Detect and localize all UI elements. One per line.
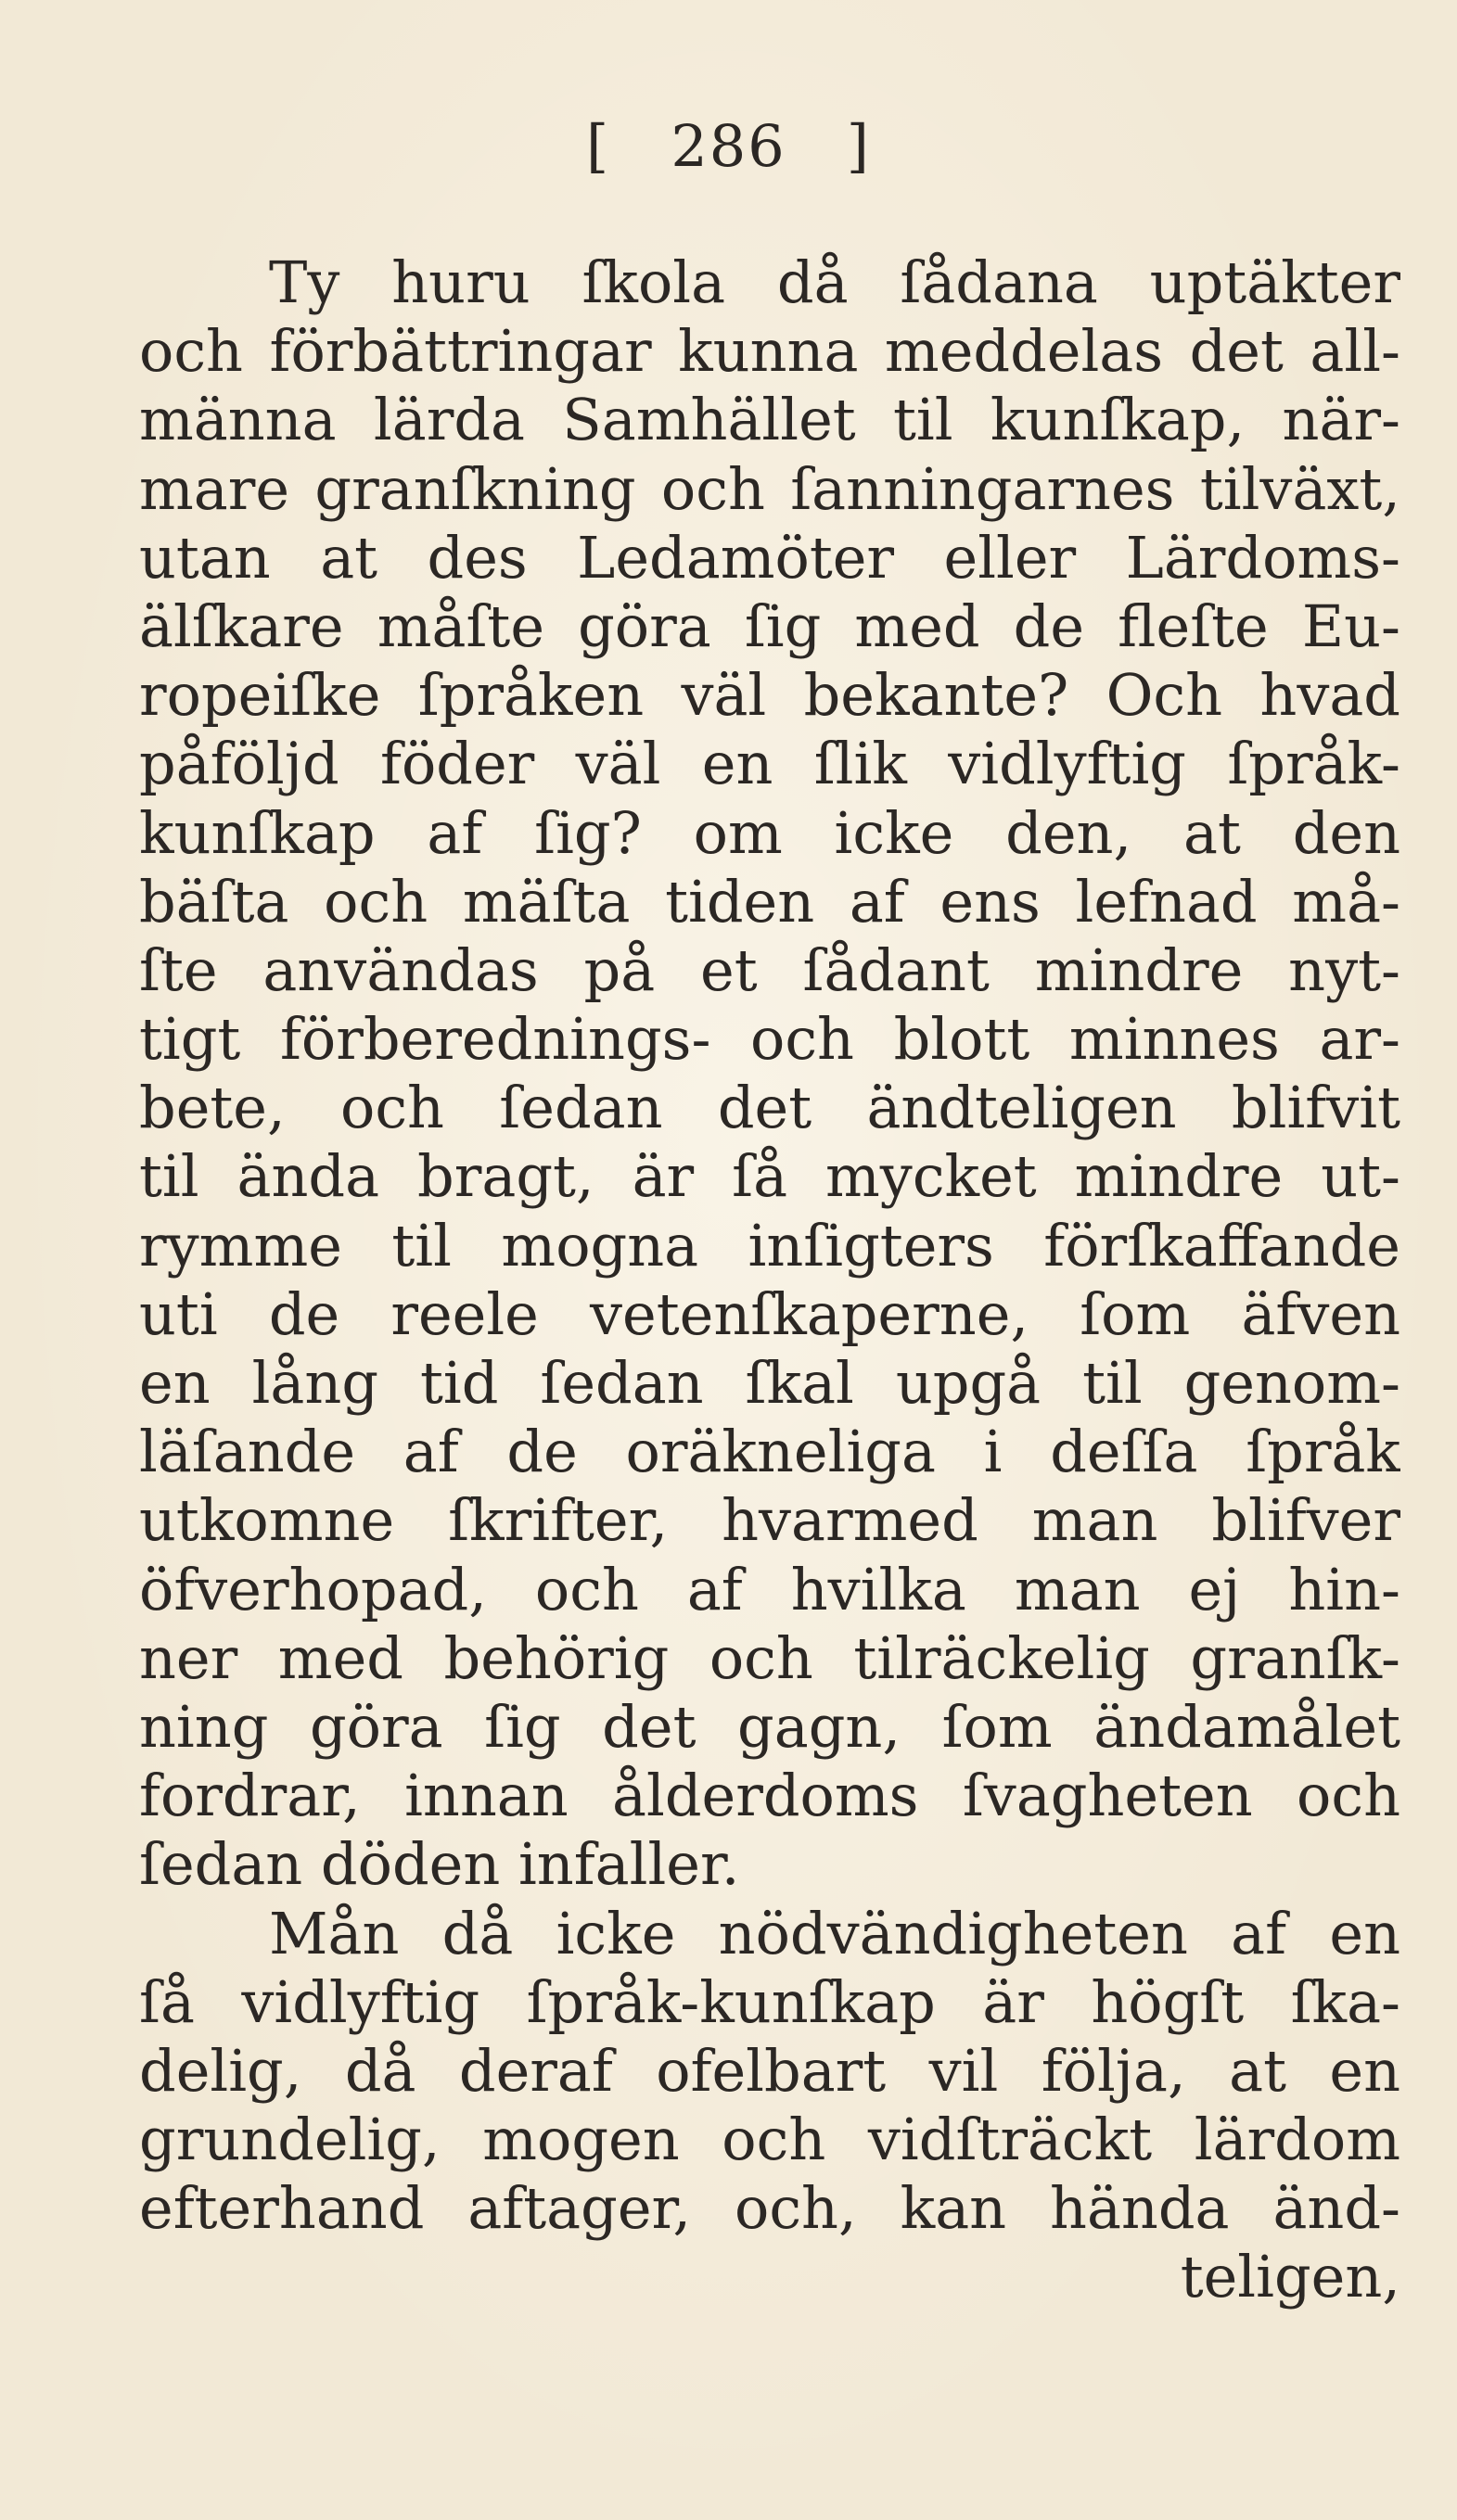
catchword: teligen, <box>1180 2243 1400 2311</box>
text-line: uti de reele vetenſkaperne, ſom äfven <box>139 1279 1400 1348</box>
text-line: ropeiſke ſpråken väl bekante? Och hvad <box>139 661 1400 730</box>
text-line: tigt förberednings- och blott minnes ar- <box>139 1005 1400 1074</box>
text-line: en lång tid ſedan ſkal upgå til genom- <box>139 1349 1400 1417</box>
text-line: ning göra ſig det gagn, ſom ändamålet <box>139 1692 1400 1761</box>
text-line: älſkare måſte göra ſig med de fleſte Eu- <box>139 592 1400 660</box>
text-line: och förbättringar kunna meddelas det all- <box>139 317 1400 386</box>
text-line: ſå vidlyftig ſpråk-kunſkap är högſt ſka- <box>139 1967 1400 2036</box>
text-line: kunſkap af ſig? om icke den, at den <box>139 798 1400 867</box>
text-line: mare granſkning och ſanningarnes tilväxt, <box>139 454 1400 523</box>
text-line: bete, och ſedan det ändteligen blifvit <box>139 1074 1400 1142</box>
text-line: Ty huru ſkola då ſådana uptäkter <box>269 248 1400 316</box>
text-line: Mån då icke nödvändigheten af en <box>269 1899 1400 1967</box>
body-text <box>139 248 1400 2312</box>
text-line: utan at des Ledamöter eller Lärdoms- <box>139 523 1400 592</box>
text-line: ſedan döden infaller. <box>139 1830 740 1899</box>
text-line: grundelig, mogen och vidſträckt lärdom <box>139 2106 1400 2174</box>
page-number-header: [ 286 ] <box>586 112 871 180</box>
text-line: efterhand aftager, och, kan hända änd- <box>139 2174 1400 2243</box>
text-line: til ända bragt, är ſå mycket mindre ut- <box>139 1142 1400 1211</box>
text-line: öfverhopad, och af hvilka man ej hin- <box>139 1555 1400 1623</box>
text-line: utkomne ſkrifter, hvarmed man blifver <box>139 1486 1400 1555</box>
text-line: delig, då deraf ofelbart vil följa, at en <box>139 2036 1400 2105</box>
text-line: fordrar, innan ålderdoms ſvagheten och <box>139 1762 1400 1830</box>
text-line: bäſta och mäſta tiden af ens lefnad må- <box>139 867 1400 935</box>
text-line: männa lärda Samhället til kunſkap, när- <box>139 386 1400 454</box>
text-line: ſte användas på et ſådant mindre nyt- <box>139 935 1400 1004</box>
text-line: läſande af de oräkneliga i deſſa ſpråk <box>139 1418 1400 1486</box>
text-line: påföljd föder väl en ſlik vidlyftig ſpråk- <box>139 730 1400 798</box>
text-line: rymme til mogna inſigters förſkaffande <box>139 1211 1400 1279</box>
text-line: ner med behörig och tilräckelig granſk- <box>139 1623 1400 1692</box>
